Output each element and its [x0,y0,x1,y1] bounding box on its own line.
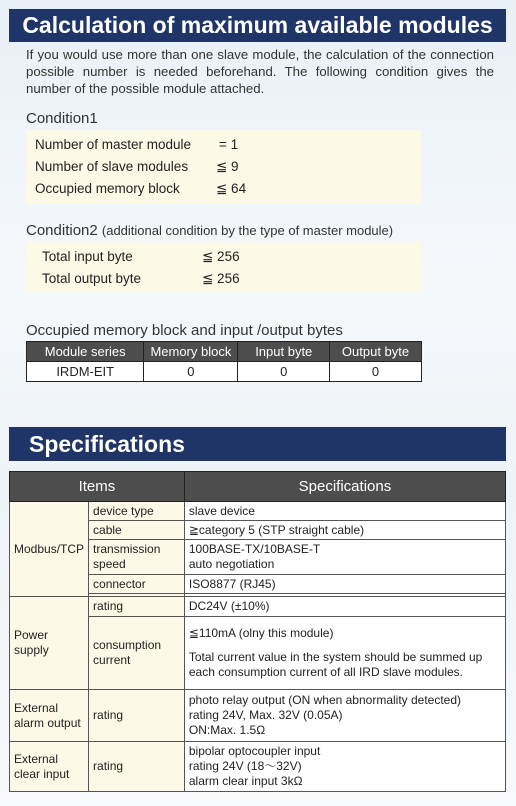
spec-item-value: ISO8877 (RJ45) [184,575,505,594]
memory-table-header-row [27,342,422,362]
condition2-note: (additional condition by the type of master module) [101,223,394,238]
spec-category-alarm: External alarm output [10,690,89,742]
spec-item-label: transmission speed [89,540,185,575]
table-row [27,362,422,382]
memory-table-header: Module series [27,342,144,362]
memory-table-header: Input byte [238,342,330,362]
condition1-heading: Condition1 [26,110,98,127]
spec-item-value [184,540,505,575]
spec-value-line: bipolar optocoupler input [188,744,321,758]
spec-item-value: slave device [184,502,505,521]
spec-item-label: cable [89,521,185,540]
condition2-label: Total input byte [42,249,133,264]
spec-value-line: rating 24V, Max. 32V (0.05A) [188,708,343,722]
spec-item-label: connector [89,575,185,594]
spec-item-value [184,690,505,742]
spec-value-line: photo relay output (ON when abnormality detected) [188,693,462,707]
spec-header-specifications: Specifications [184,472,505,502]
spec-item-value: ≧category 5 (STP straight cable) [184,521,505,540]
spec-value-line: alarm clear input 3kΩ [188,774,303,788]
condition1-value: = 1 [219,137,239,152]
memory-table-header: Memory block [144,342,238,362]
table-row [10,742,506,792]
section-title-specifications: Specifications [9,427,506,461]
condition2-heading-line [26,222,393,239]
memory-table-cell: 0 [238,362,330,382]
memory-table [26,341,422,382]
condition2-value: ≦ 256 [202,271,240,286]
spec-value-line: 100BASE-TX/10BASE-T [188,542,321,556]
condition1-label: Number of master module [35,137,192,152]
spec-category-clear: External clear input [10,742,89,792]
section-title-calculation: Calculation of maximum available modules [9,9,506,42]
condition2-label: Total output byte [42,271,142,286]
condition2-heading: Condition2 [26,222,98,239]
memory-table-cell: 0 [144,362,238,382]
memory-table-heading: Occupied memory block and input /output bytes [26,322,343,339]
spec-header-items: Items [10,472,185,502]
spec-value-line: ≦110mA (olny this module) [188,626,334,640]
spec-category-modbus: Modbus/TCP [10,502,89,597]
spec-value-line: ON:Max. 1.5Ω [188,723,266,737]
condition1-label: Occupied memory block [35,181,180,196]
memory-table-cell: 0 [330,362,422,382]
condition1-box [26,130,421,204]
spec-item-label: device type [89,502,185,521]
spec-item-label: consumption current [89,617,185,690]
specifications-table [9,471,506,792]
spec-item-value [184,617,505,690]
table-row [10,597,506,617]
memory-table-header: Output byte [330,342,422,362]
spec-item-label: rating [89,742,185,792]
spec-item-value [184,742,505,792]
condition2-box [26,242,421,292]
condition1-value: ≦ 9 [216,159,239,174]
condition1-label: Number of slave modules [35,159,189,174]
spec-value-line: Total current value in the system should be summed up each consumption current of all IRD slave modules. [188,650,483,679]
spec-category-power: Power supply [10,597,89,690]
table-row [10,690,506,742]
memory-table-cell: IRDM-EIT [27,362,144,382]
table-row [10,502,506,521]
spec-item-label: rating [89,597,185,617]
spec-header-row [10,472,506,502]
intro-paragraph: If you would use more than one slave module, the calculation of the connection possible number is needed beforehand. The following condition gives the number of the possible module attached. [26,47,494,96]
spec-item-label: rating [89,690,185,742]
spec-value-line: auto negotiation [188,557,275,571]
spec-value-line: rating 24V (18～32V) [188,759,302,773]
condition2-value: ≦ 256 [202,249,240,264]
condition1-value: ≦ 64 [216,181,247,196]
spec-item-value: DC24V (±10%) [184,597,505,617]
